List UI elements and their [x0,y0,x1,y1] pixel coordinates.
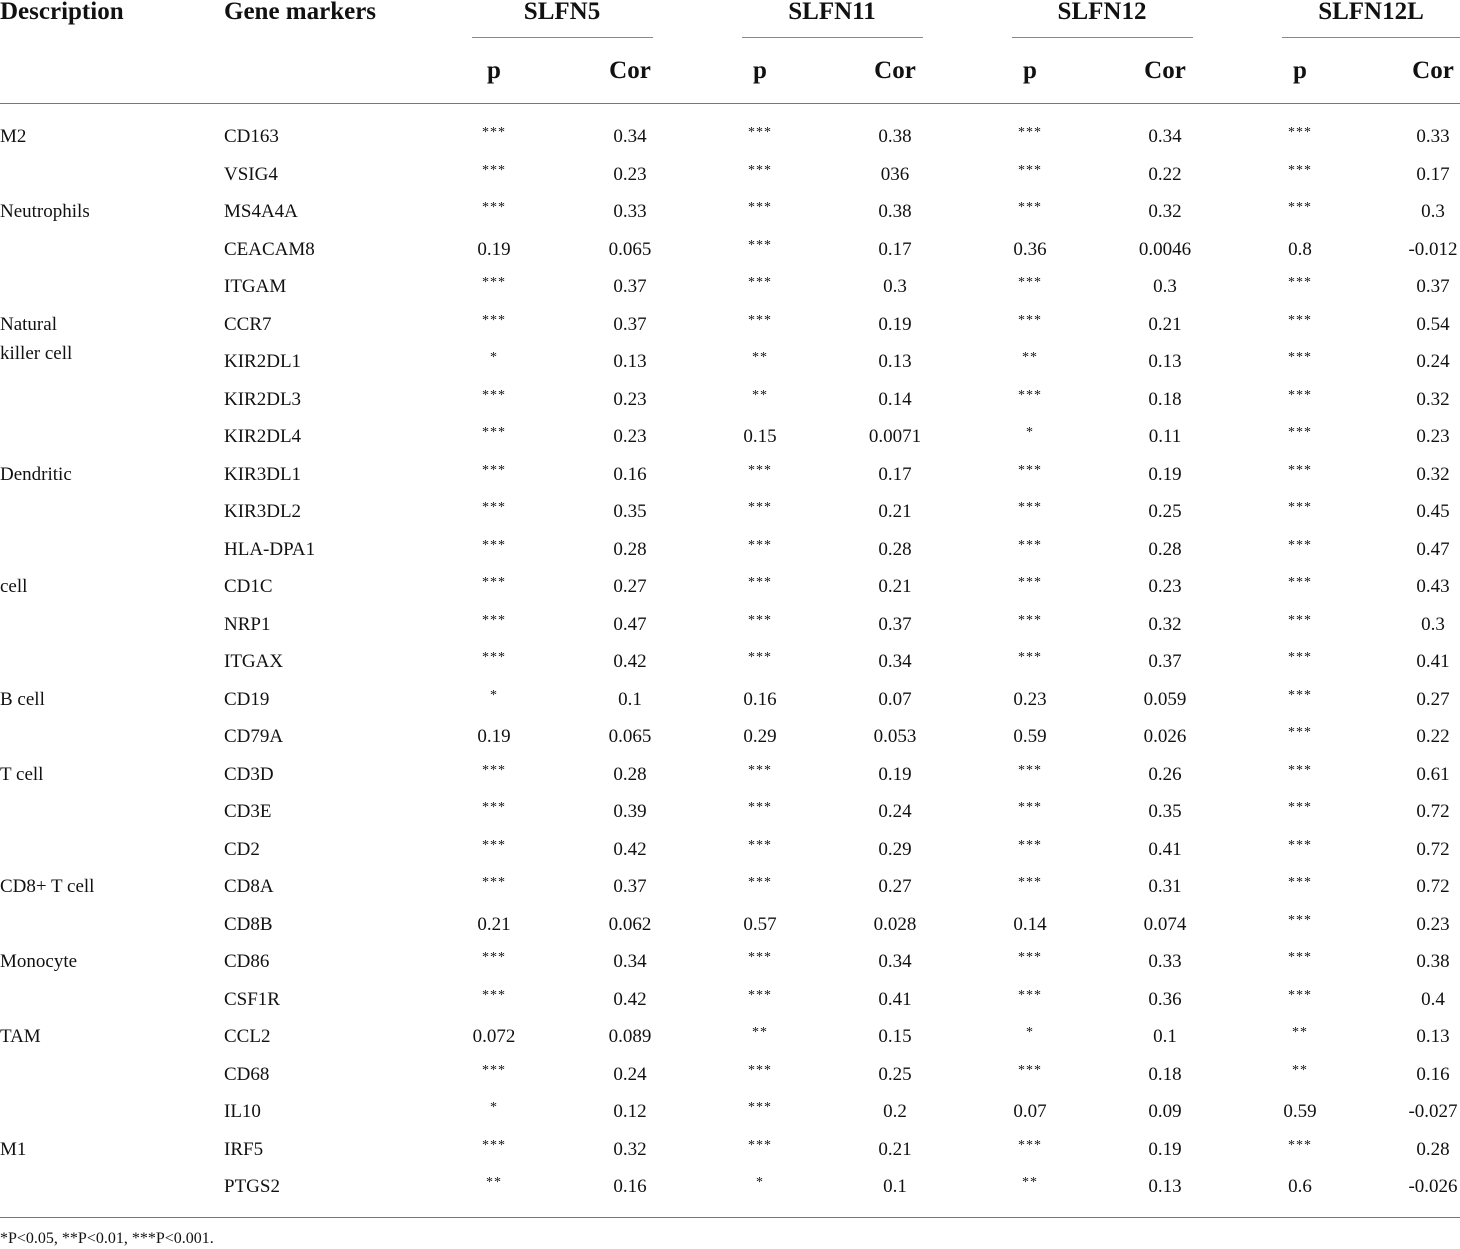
cor-value-cell: 0.34 [878,651,912,672]
p-value-cell: *** [748,987,772,1003]
p-value-cell: *** [1288,200,1312,215]
subheader-cor: Cor [609,57,651,84]
cor-value-cell: -0.026 [1408,1176,1458,1197]
gene-marker-cell: CSF1R [224,988,280,1010]
cor-value-cell: 0.026 [1143,726,1187,747]
cor-value-cell: 0.41 [1148,838,1182,860]
cor-value-cell: 0.22 [1416,726,1450,747]
p-value-cell: *** [748,650,772,665]
cor-value-cell: 0.38 [1416,951,1450,972]
p-value-cell: * [756,1175,764,1190]
p-value-cell: 0.6 [1288,1176,1312,1197]
p-value-cell: *** [1018,987,1042,1003]
p-value-cell: *** [1288,425,1312,440]
gene-marker-cell: ITGAX [224,651,284,672]
header-description: Description [0,0,124,25]
p-value-cell: *** [748,537,772,553]
cor-value-cell: 0.23 [1416,913,1450,935]
cor-value-cell: 0.24 [613,1063,647,1085]
p-value-cell: ** [752,1025,768,1040]
p-value-cell: *** [482,500,506,515]
cor-value-cell: 0.38 [878,201,912,222]
cor-value-cell: 0.27 [878,876,912,897]
cor-value-cell: 0.062 [608,913,652,935]
p-value-cell: *** [1288,462,1312,478]
p-value-cell: *** [748,162,772,178]
p-value-cell: *** [482,837,506,853]
cor-value-cell: 0.72 [1416,876,1450,897]
cor-value-cell: 0.41 [1416,651,1450,672]
group-label: M1 [0,1138,27,1160]
header-gene-slfn5: SLFN5 [523,0,601,25]
cor-value-cell: 0.23 [1148,576,1182,597]
p-value-cell: *** [1018,462,1042,478]
p-value-cell: 0.59 [1283,1101,1317,1122]
cor-value-cell: 0.43 [1416,576,1450,597]
p-value-cell: *** [748,275,772,290]
cor-value-cell: 0.16 [1416,1063,1450,1085]
p-value-cell: *** [1018,762,1042,778]
cor-value-cell: 0.13 [613,351,647,372]
cor-value-cell: 0.028 [873,913,917,935]
cor-value-cell: 0.21 [1148,313,1182,335]
p-value-cell: *** [482,612,506,628]
gene-marker-cell: KIR2DL1 [224,351,302,372]
cor-value-cell: 0.34 [1148,126,1182,147]
gene-marker-cell: MS4A4A [224,201,298,222]
p-value-cell: *** [748,762,772,778]
cor-value-cell: 0.37 [878,613,912,635]
cor-value-cell: 0.18 [1148,1063,1182,1085]
p-value-cell: *** [1018,162,1042,178]
p-value-cell: *** [1018,575,1042,590]
p-value-cell: *** [482,125,506,140]
p-value-cell: 0.57 [743,913,777,935]
p-value-cell: *** [1018,200,1042,215]
gene-marker-cell: KIR2DL3 [224,388,302,410]
gene-marker-cell: CEACAM8 [224,238,315,260]
group-label: T cell [0,763,44,785]
p-value-cell: *** [1288,837,1312,853]
cor-value-cell: 0.19 [1148,1138,1182,1160]
p-value-cell: *** [748,500,772,515]
p-value-cell: *** [482,1137,506,1153]
p-value-cell: *** [482,200,506,215]
p-value-cell: *** [748,462,772,478]
p-value-cell: *** [748,200,772,215]
gene-marker-cell: CD1C [224,576,273,597]
cor-value-cell: 0.39 [613,801,647,822]
gene-marker-cell: HLA-DPA1 [224,538,316,560]
cor-value-cell: 0.34 [878,951,912,972]
p-value-cell: *** [748,800,772,815]
cor-value-cell: 0.09 [1148,1101,1182,1122]
cor-value-cell: 0.07 [878,688,912,710]
group-label: M2 [0,126,27,147]
p-value-cell: *** [748,1137,772,1153]
p-value-cell: * [490,350,498,365]
p-value-cell: *** [1288,762,1312,778]
cor-value-cell: 0.22 [1148,163,1182,185]
cor-value-cell: 0.1 [1153,1026,1177,1047]
cor-value-cell: 0.35 [1148,801,1182,822]
p-value-cell: *** [482,762,506,778]
p-value-cell: *** [1288,612,1312,628]
cor-value-cell: 0.32 [1148,613,1182,635]
p-value-cell: *** [482,950,506,965]
cor-value-cell: 0.33 [1148,951,1182,972]
cor-value-cell: 0.24 [1416,351,1450,372]
cor-value-cell: 0.21 [878,576,912,597]
cor-value-cell: 0.23 [613,163,647,185]
p-value-cell: *** [482,312,506,328]
p-value-cell: *** [1018,875,1042,890]
p-value-cell: 0.14 [1013,913,1047,935]
p-value-cell: 0.36 [1013,238,1047,260]
subheader-p: p [1293,57,1307,84]
cor-value-cell: 0.72 [1416,801,1450,822]
gene-marker-cell: CD3D [224,763,274,785]
cor-value-cell: 0.21 [878,501,912,522]
p-value-cell: *** [1288,875,1312,890]
cor-value-cell: 0.23 [1416,426,1450,447]
cor-value-cell: 0.37 [613,313,647,335]
cor-value-cell: 0.33 [1416,126,1450,147]
p-value-cell: *** [1018,1137,1042,1153]
cor-value-cell: 0.37 [1416,276,1450,297]
cor-value-cell: 0.35 [613,501,647,522]
cor-value-cell: 0.27 [613,576,647,597]
cor-value-cell: 0.38 [878,126,912,147]
cor-value-cell: -0.027 [1408,1101,1458,1122]
p-value-cell: *** [1018,1062,1042,1078]
p-value-cell: *** [1288,575,1312,590]
cor-value-cell: 0.17 [1416,163,1450,185]
gene-marker-cell: CD163 [224,126,279,147]
p-value-cell: *** [482,1062,506,1078]
cor-value-cell: -0.012 [1408,238,1458,260]
cor-value-cell: 0.17 [878,238,912,260]
p-value-cell: 0.16 [743,688,777,710]
p-value-cell: 0.19 [477,726,511,747]
cor-value-cell: 0.32 [1148,201,1182,222]
p-value-cell: *** [1288,912,1312,928]
cor-value-cell: 0.15 [878,1026,912,1047]
cor-value-cell: 0.12 [613,1101,647,1122]
cor-value-cell: 036 [880,163,910,185]
p-value-cell: *** [748,1062,772,1078]
group-label: Neutrophils [0,201,90,222]
p-value-cell: *** [1288,500,1312,515]
subheader-cor: Cor [874,57,916,84]
cor-value-cell: 0.37 [613,276,647,297]
p-value-cell: *** [1288,125,1312,140]
cor-value-cell: 0.24 [878,801,912,822]
gene-marker-cell: CCR7 [224,313,272,335]
p-value-cell: *** [1018,312,1042,328]
p-value-cell: *** [482,537,506,553]
p-value-cell: * [1026,1025,1034,1040]
p-value-cell: *** [1288,987,1312,1003]
cor-value-cell: 0.14 [878,388,912,410]
group-label: Monocyte [0,951,78,972]
p-value-cell: * [1026,425,1034,440]
p-value-cell: *** [482,575,506,590]
cor-value-cell: 0.32 [1416,463,1450,485]
p-value-cell: *** [1288,1137,1312,1153]
p-value-cell: *** [748,875,772,890]
group-label: Dendritic [0,463,72,485]
p-value-cell: *** [482,875,506,890]
cor-value-cell: 0.28 [613,763,647,785]
header-gene-slfn12l: SLFN12L [1318,0,1424,25]
cor-value-cell: 0.053 [873,726,917,747]
p-value-cell: *** [1288,537,1312,553]
cor-value-cell: 0.42 [613,838,647,860]
p-value-cell: *** [748,237,772,253]
cor-value-cell: 0.29 [878,838,912,860]
cor-value-cell: 0.45 [1416,501,1450,522]
group-label: killer cell [0,342,73,364]
gene-marker-cell: CD3E [224,801,272,822]
p-value-cell: *** [482,425,506,440]
cor-value-cell: 0.47 [1416,538,1450,560]
cor-value-cell: 0.19 [1148,463,1182,485]
gene-marker-cell: ITGAM [224,276,287,297]
p-value-cell: *** [1288,950,1312,965]
cor-value-cell: 0.11 [1148,426,1182,447]
header-gene-markers: Gene markers [224,0,377,25]
cor-value-cell: 0.61 [1416,763,1450,785]
cor-value-cell: 0.3 [1421,201,1445,222]
cor-value-cell: 0.72 [1416,838,1450,860]
p-value-cell: ** [752,387,768,403]
gene-underline-slfn5 [472,37,653,38]
cor-value-cell: 0.0071 [868,426,922,447]
cor-value-cell: 0.26 [1148,763,1182,785]
header-gene-slfn12: SLFN12 [1057,0,1147,25]
gene-underline-slfn12 [1012,37,1193,38]
gene-marker-cell: CD8A [224,876,274,897]
p-value-cell: *** [1288,350,1312,365]
gene-marker-cell: KIR3DL1 [224,463,302,485]
cor-value-cell: 0.28 [878,538,912,560]
p-value-cell: *** [748,125,772,140]
p-value-cell: *** [482,462,506,478]
p-value-cell: 0.8 [1288,238,1312,260]
p-value-cell: *** [1018,950,1042,965]
cor-value-cell: 0.2 [883,1101,907,1122]
p-value-cell: *** [482,800,506,815]
p-value-cell: *** [748,312,772,328]
bottom-rule [0,1217,1460,1218]
p-value-cell: *** [1288,312,1312,328]
header-gene-slfn11: SLFN11 [788,0,876,25]
cor-value-cell: 0.31 [1148,876,1182,897]
p-value-cell: ** [1022,1175,1038,1190]
cor-value-cell: 0.23 [613,388,647,410]
p-value-cell: *** [482,162,506,178]
p-value-cell: *** [748,837,772,853]
cor-value-cell: 0.17 [878,463,912,485]
subheader-p: p [753,57,767,84]
gene-marker-cell: KIR3DL2 [224,501,302,522]
cor-value-cell: 0.28 [1416,1138,1450,1160]
p-value-cell: ** [1022,350,1038,365]
p-value-cell: 0.072 [472,1026,516,1047]
subheader-cor: Cor [1412,57,1454,84]
gene-marker-cell: IL10 [224,1101,261,1122]
cor-value-cell: 0.065 [608,726,652,747]
cor-value-cell: 0.34 [613,951,647,972]
p-value-cell: ** [486,1175,502,1190]
gene-marker-cell: CCL2 [224,1026,271,1047]
p-value-cell: *** [1288,275,1312,290]
subheader-cor: Cor [1144,57,1186,84]
cor-value-cell: 0.13 [1416,1026,1450,1047]
p-value-cell: *** [482,275,506,290]
cor-value-cell: 0.3 [883,276,907,297]
p-value-cell: *** [1018,800,1042,815]
gene-marker-cell: CD86 [224,951,270,972]
cor-value-cell: 0.13 [1148,351,1182,372]
subheader-p: p [487,57,501,84]
cor-value-cell: 0.32 [1416,388,1450,410]
p-value-cell: *** [1288,650,1312,665]
p-value-cell: *** [1018,387,1042,403]
cor-value-cell: 0.19 [878,313,912,335]
cor-value-cell: 0.28 [1148,538,1182,560]
group-label: Natural [0,313,57,335]
p-value-cell: *** [748,950,772,965]
cor-value-cell: 0.25 [878,1063,912,1085]
cor-value-cell: 0.36 [1148,988,1182,1010]
cor-value-cell: 0.074 [1143,913,1187,935]
p-value-cell: *** [1018,275,1042,290]
p-value-cell: 0.15 [743,426,777,447]
p-value-cell: *** [1288,687,1312,703]
cor-value-cell: 0.1 [618,688,642,710]
gene-marker-cell: IRF5 [224,1138,264,1160]
cor-value-cell: 0.4 [1421,988,1445,1010]
cor-value-cell: 0.3 [1421,613,1445,635]
p-value-cell: *** [1288,725,1312,740]
footnote: *P<0.05, **P<0.01, ***P<0.001. [0,1230,214,1247]
cor-value-cell: 0.13 [1148,1176,1182,1197]
group-label: B cell [0,688,45,710]
p-value-cell: *** [1018,650,1042,665]
p-value-cell: * [490,1100,498,1115]
p-value-cell: 0.59 [1013,726,1047,747]
cor-value-cell: 0.32 [613,1138,647,1160]
cor-value-cell: 0.0046 [1138,238,1192,260]
p-value-cell: *** [482,387,506,403]
p-value-cell: * [490,687,498,703]
cor-value-cell: 0.41 [878,988,912,1010]
cor-value-cell: 0.19 [878,763,912,785]
cor-value-cell: 0.47 [613,613,647,635]
cor-value-cell: 0.3 [1153,276,1177,297]
cor-value-cell: 0.16 [613,1176,647,1197]
p-value-cell: 0.23 [1013,688,1047,710]
p-value-cell: ** [752,350,768,365]
group-label: cell [0,576,28,597]
p-value-cell: *** [748,575,772,590]
gene-marker-cell: CD68 [224,1063,270,1085]
p-value-cell: 0.19 [477,238,511,260]
gene-marker-cell: KIR2DL4 [224,426,302,447]
cor-value-cell: 0.16 [613,463,647,485]
cor-value-cell: 0.21 [878,1138,912,1160]
gene-marker-cell: VSIG4 [224,163,278,185]
gene-underline-slfn11 [742,37,923,38]
cor-value-cell: 0.34 [613,126,647,147]
p-value-cell: ** [1292,1025,1308,1040]
cor-value-cell: 0.089 [608,1026,652,1047]
p-value-cell: *** [1018,837,1042,853]
cor-value-cell: 0.1 [883,1176,907,1197]
p-value-cell: *** [1018,537,1042,553]
gene-marker-cell: CD79A [224,726,284,747]
p-value-cell: *** [1288,162,1312,178]
gene-underline-slfn12l [1282,37,1460,38]
p-value-cell: *** [748,1100,772,1115]
cor-value-cell: 0.059 [1143,688,1187,710]
cor-value-cell: 0.33 [613,201,647,222]
p-value-cell: *** [748,612,772,628]
cor-value-cell: 0.37 [613,876,647,897]
subheader-p: p [1023,57,1037,84]
gene-marker-cell: CD8B [224,913,273,935]
gene-marker-cell: PTGS2 [224,1176,280,1197]
p-value-cell: *** [1288,387,1312,403]
gene-marker-cell: NRP1 [224,613,271,635]
p-value-cell: *** [1018,500,1042,515]
group-label: CD8+ T cell [0,876,95,897]
cor-value-cell: 0.065 [608,238,652,260]
p-value-cell: *** [1018,125,1042,140]
cor-value-cell: 0.42 [613,651,647,672]
cor-value-cell: 0.27 [1416,688,1450,710]
cor-value-cell: 0.37 [1148,651,1182,672]
p-value-cell: *** [482,650,506,665]
p-value-cell: *** [482,987,506,1003]
cor-value-cell: 0.23 [613,426,647,447]
cor-value-cell: 0.28 [613,538,647,560]
gene-marker-cell: CD19 [224,688,270,710]
cor-value-cell: 0.54 [1416,313,1450,335]
p-value-cell: ** [1292,1062,1308,1078]
p-value-cell: 0.21 [477,913,511,935]
gene-marker-cell: CD2 [224,838,260,860]
cor-value-cell: 0.42 [613,988,647,1010]
group-label: TAM [0,1026,41,1047]
p-value-cell: 0.29 [743,726,777,747]
cor-value-cell: 0.18 [1148,388,1182,410]
header-rule [0,103,1460,104]
cor-value-cell: 0.13 [878,351,912,372]
p-value-cell: *** [1288,800,1312,815]
p-value-cell: 0.07 [1013,1101,1047,1122]
cor-value-cell: 0.25 [1148,501,1182,522]
p-value-cell: *** [1018,612,1042,628]
